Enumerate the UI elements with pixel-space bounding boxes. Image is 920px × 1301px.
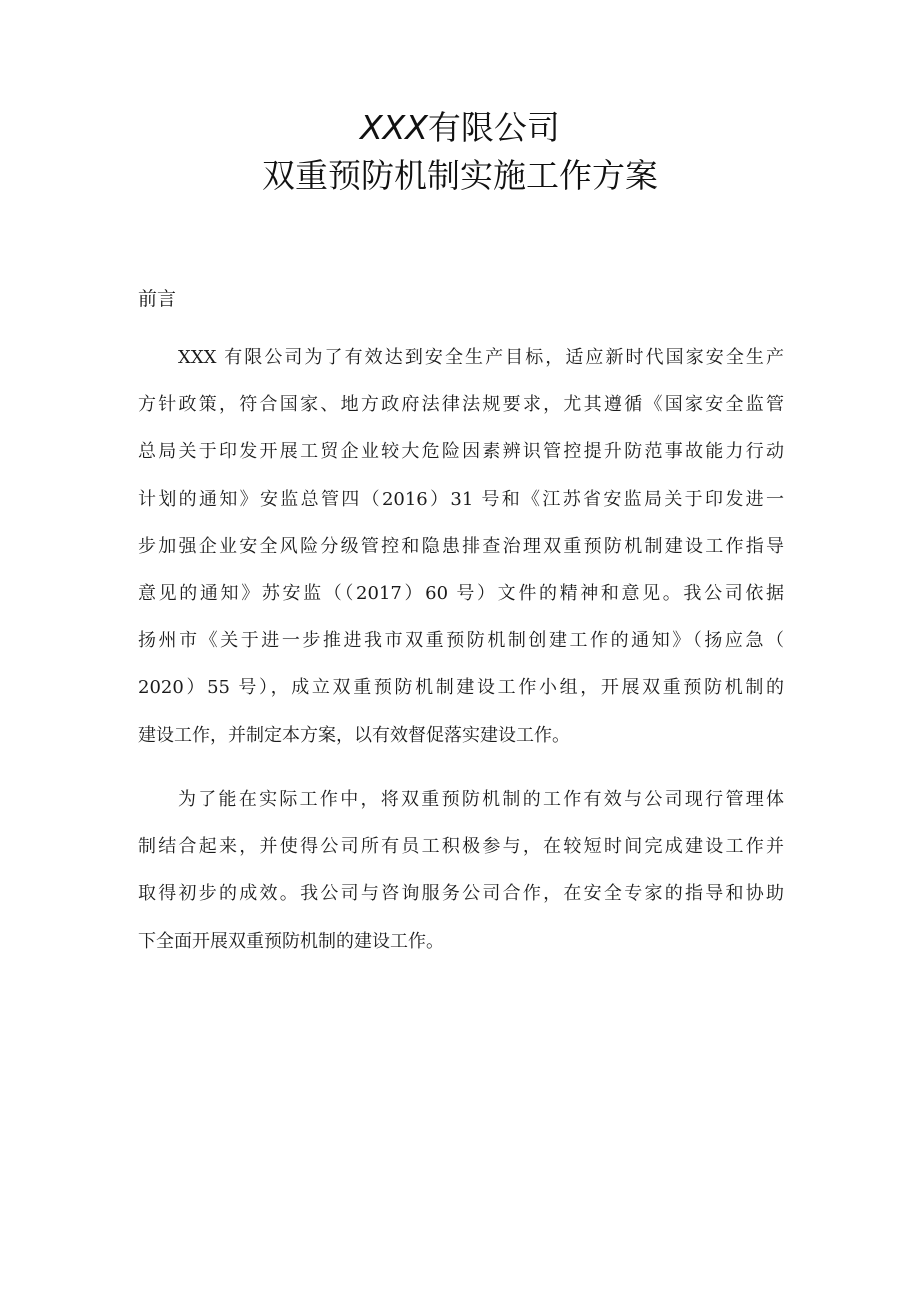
paragraph-2 — [138, 776, 784, 965]
document-title-company — [0, 108, 920, 148]
paragraph-line: 计划的通知》安监总管四（2016）31 号和《江苏省安监局关于印发进一 — [138, 488, 784, 510]
paragraph-line: 制结合起来，并使得公司所有员工积极参与，在较短时间完成建设工作并 — [138, 836, 784, 858]
paragraph-line: 下全面开展双重预防机制的建设工作。 — [138, 930, 444, 952]
paragraph-line: XXX 有限公司为了有效达到安全生产目标，适应新时代国家安全生产 — [178, 347, 784, 368]
document-title-plan: 双重预防机制实施工作方案 — [262, 156, 658, 195]
paragraph-line: 扬州市《关于进一步推进我市双重预防机制创建工作的通知》（扬应急（ — [138, 630, 784, 652]
paragraph-line: 步加强企业安全风险分级管控和隐患排查治理双重预防机制建设工作指导 — [138, 535, 784, 557]
paragraph-line: 2020）55 号），成立双重预防机制建设工作小组，开展双重预防机制的 — [138, 677, 784, 699]
paragraph-line: 意见的通知》苏安监（（2017）60 号）文件的精神和意见。我公司依据 — [138, 582, 784, 604]
paragraph-line: 取得初步的成效。我公司与咨询服务公司合作，在安全专家的指导和协助 — [138, 883, 784, 905]
paragraph-line: 方针政策，符合国家、地方政府法律法规要求，尤其遵循《国家安全监管 — [138, 394, 784, 416]
company-suffix: 有限公司 — [427, 108, 560, 147]
paragraph-line: 为了能在实际工作中，将双重预防机制的工作有效与公司现行管理体 — [178, 789, 784, 810]
paragraph-line: 总局关于印发开展工贸企业较大危险因素辨识管控提升防范事故能力行动 — [138, 441, 784, 463]
company-name-placeholder: XXX — [360, 108, 428, 147]
paragraph-line: 建设工作，并制定本方案，以有效督促落实建设工作。 — [138, 724, 570, 746]
paragraph-1 — [138, 334, 784, 759]
section-heading-preface: 前言 — [138, 288, 177, 310]
